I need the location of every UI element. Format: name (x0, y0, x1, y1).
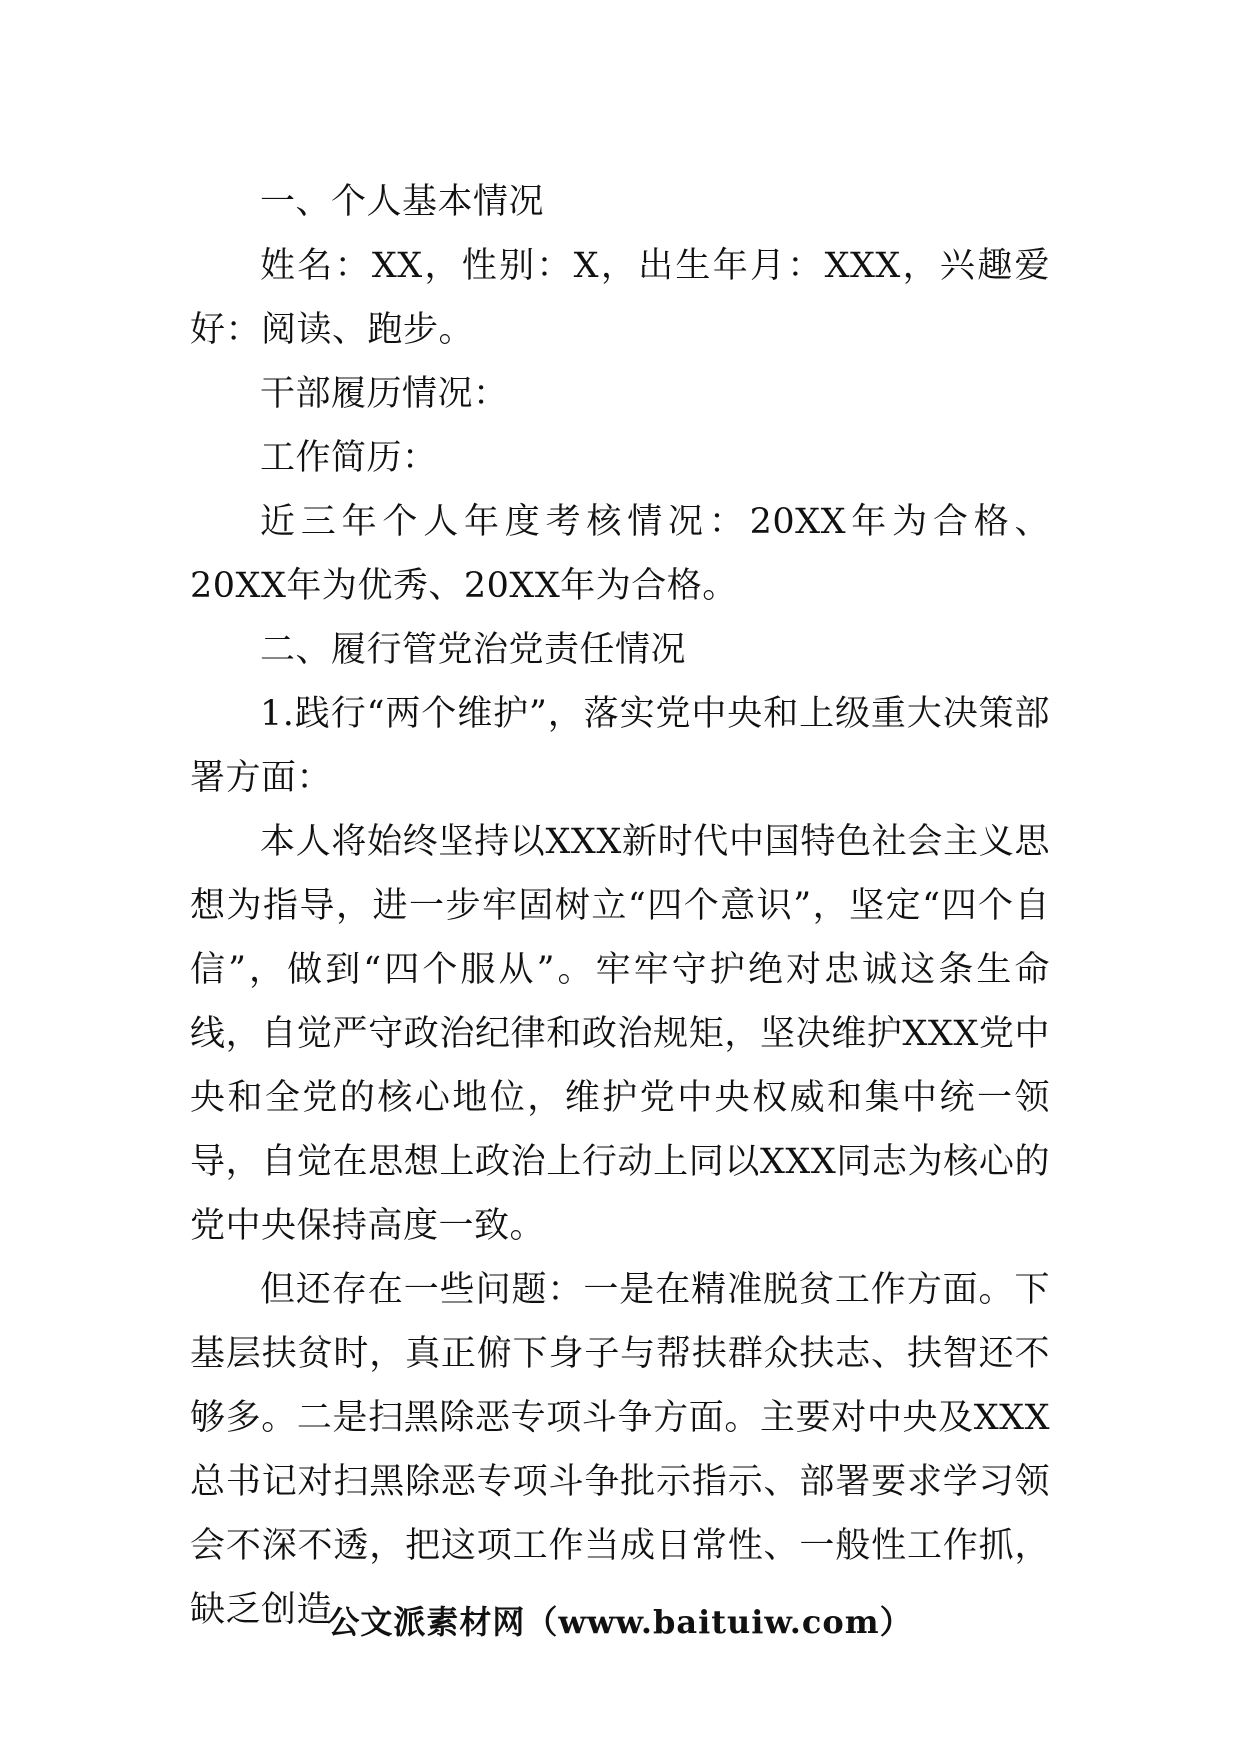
section-heading-basic-info: 一、个人基本情况 (260, 182, 545, 222)
subsection-heading-two-safeguards: 1.践行“两个维护”，落实党中央和上级重大决策部署方面： (190, 694, 1050, 798)
paragraph-personal-details: 姓名：XX，性别：X，出生年月：XXX，兴趣爱好：阅读、跑步。 (190, 246, 1050, 350)
paragraph-commitment: 本人将始终坚持以XXX新时代中国特色社会主义思想为指导，进一步牢固树立“四个意识”，坚定“四个自信”，做到“四个服从”。牢牢守护绝对忠诚这条生命线，自觉严守政治纪律和政治规矩，坚决维护XXX党中央和全党的核心地位，维护党中央权威和集中统一领导，自觉在思想上政治上行动上同以XXX同志为核心的党中央保持高度一致。 (190, 822, 1050, 1246)
paragraph-work-history: 工作简历： (260, 438, 438, 478)
paragraph-existing-problems: 但还存在一些问题：一是在精准脱贫工作方面。下基层扶贫时，真正俯下身子与帮扶群众扶志、扶智还不够多。二是扫黑除恶专项斗争方面。主要对中央及XXX总书记对扫黑除恶专项斗争批示指示、部署要求学习领会不深不透，把这项工作当成日常性、一般性工作抓，缺乏创造 (190, 1270, 1050, 1630)
document-body (190, 170, 1050, 1642)
footer-watermark-text: 公文派素材网（www.baituiw.com） (327, 1603, 913, 1641)
paragraph-cadre-resume: 干部履历情况： (260, 374, 509, 414)
section-heading-party-responsibility: 二、履行管党治党责任情况 (260, 630, 687, 670)
paragraph-annual-assessment: 近三年个人年度考核情况：20XX年为合格、20XX年为优秀、20XX年为合格。 (190, 502, 1050, 606)
